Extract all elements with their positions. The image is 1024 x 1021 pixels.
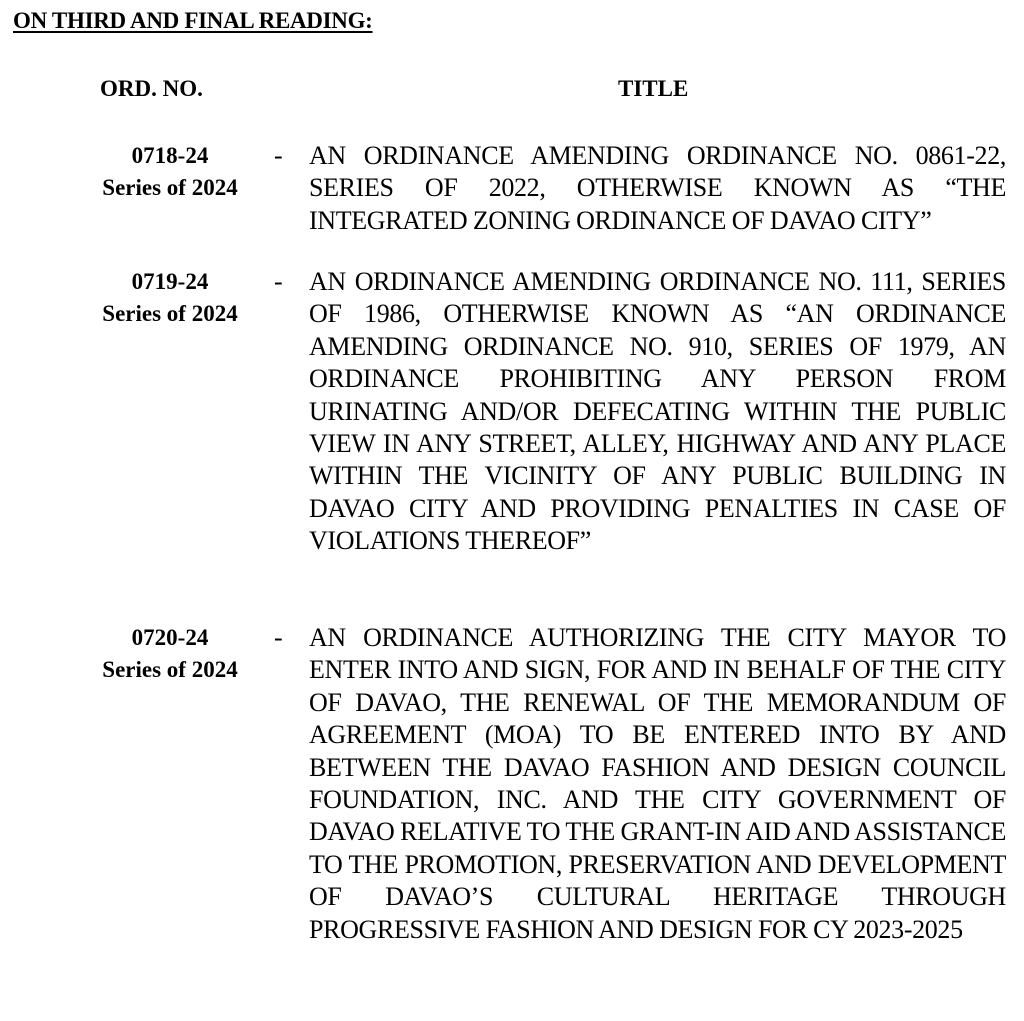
ordinance-title: AN ORDINANCE AMENDING ORDINANCE NO. 111, SERIES OF 1986, OTHERWISE KNOWN AS “AN ORDINANCE AMENDING ORDINANCE NO. 910, SERIES OF 1979, AN ORDINANCE PROHIBITING ANY PERSON FROM URINATING AND/OR DEFECATING WITHIN THE PUBLIC VIEW IN ANY STREET, ALLEY, HIGHWAY AND ANY PLACE WITHIN THE VICINITY OF ANY PUBLIC BUILDING IN DAVAO CITY AND PROVIDING PENALTIES IN CASE OF VIOLATIONS THEREOF” <box>309 267 1006 556</box>
ordinance-number-cell <box>60 140 280 204</box>
ordinance-title: AN ORDINANCE AUTHORIZING THE CITY MAYOR TO ENTER INTO AND SIGN, FOR AND IN BEHALF OF THE CITY OF DAVAO, THE RENEWAL OF THE MEMORANDUM OF AGREEMENT (MOA) TO BE ENTERED INTO BY AND BETWEEN THE DAVAO FASHION AND DESIGN COUNCIL FOUNDATION, INC. AND THE CITY GOVERNMENT OF DAVAO RELATIVE TO THE GRANT-IN AID AND ASSISTANCE TO THE PROMOTION, PRESERVATION AND DEVELOPMENT OF DAVAO’S CULTURAL HERITAGE THROUGH PROGRESSIVE FASHION AND DESIGN FOR CY 2023-2025 <box>309 623 1006 944</box>
ordinance-number-cell <box>60 622 280 686</box>
ordinance-series: Series of 2024 <box>102 301 238 326</box>
ordinance-series: Series of 2024 <box>102 657 238 682</box>
ordinance-number: 0719-24 <box>131 269 209 294</box>
ordinance-series: Series of 2024 <box>102 175 238 200</box>
ordinance-number: 0720-24 <box>131 625 209 650</box>
separator-dash: - <box>274 141 283 170</box>
ordinance-number-cell <box>60 266 280 330</box>
ordinance-number: 0718-24 <box>131 143 209 168</box>
ordinance-title: AN ORDINANCE AMENDING ORDINANCE NO. 0861-22, SERIES OF 2022, OTHERWISE KNOWN AS “THE INTEGRATED ZONING ORDINANCE OF DAVAO CITY” <box>309 141 1006 235</box>
separator-dash: - <box>274 623 283 652</box>
column-header-title: TITLE <box>618 76 689 101</box>
section-heading: ON THIRD AND FINAL READING: <box>13 8 373 33</box>
column-header-ord-no: ORD. NO. <box>100 76 203 101</box>
separator-dash: - <box>274 267 283 296</box>
